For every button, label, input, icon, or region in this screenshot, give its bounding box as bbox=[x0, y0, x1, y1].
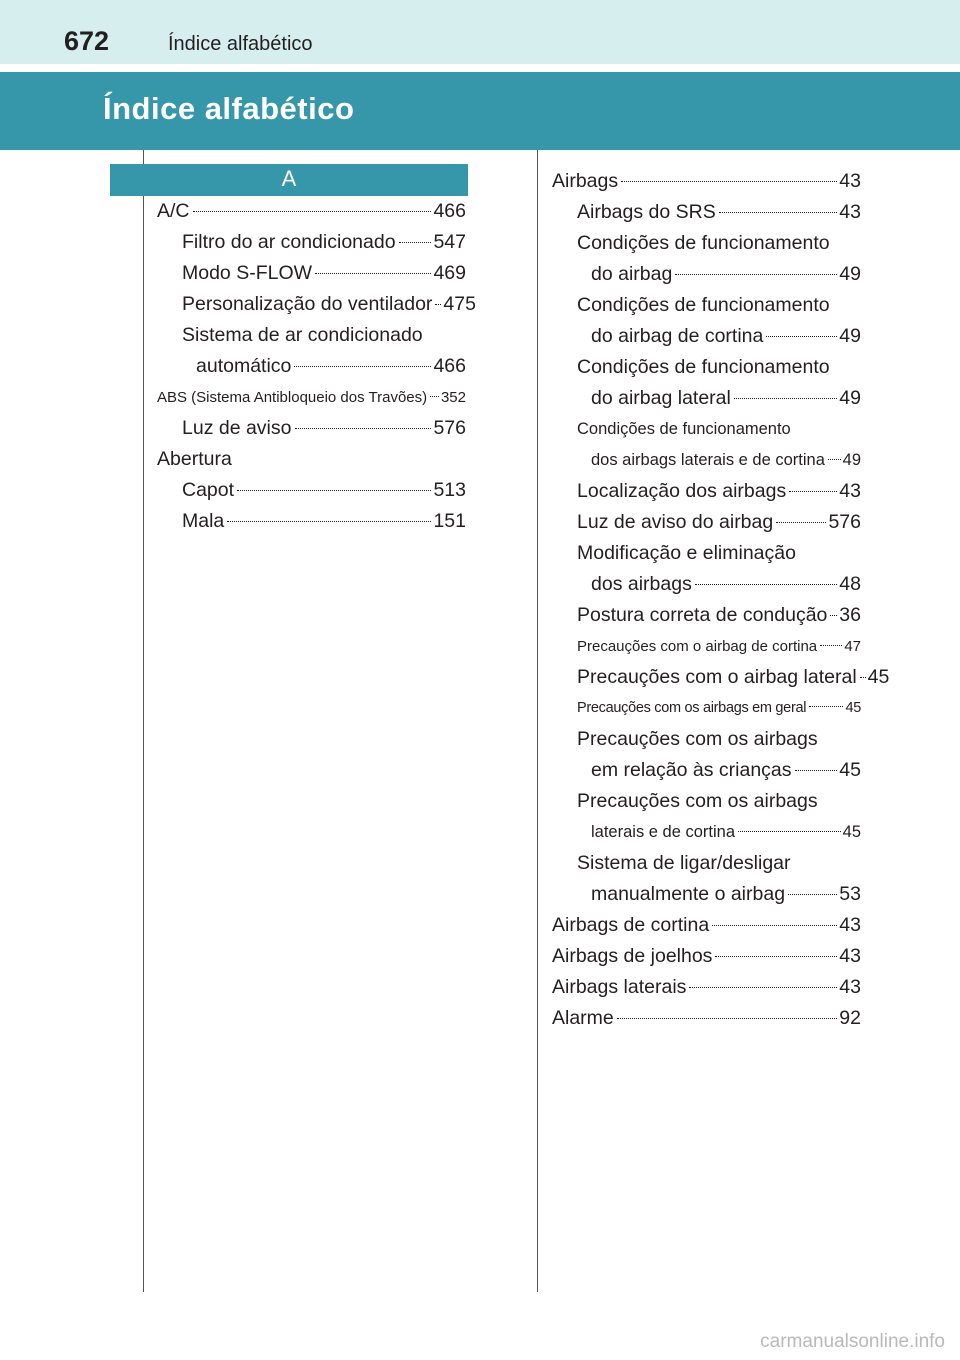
dot-leader bbox=[719, 212, 838, 213]
index-entry-page: 43 bbox=[839, 170, 861, 192]
index-entry bbox=[157, 475, 466, 506]
dot-leader bbox=[227, 521, 431, 522]
index-entry-text: Condições de funcionamento bbox=[577, 420, 791, 438]
index-entry bbox=[157, 444, 466, 475]
index-entry-page: 466 bbox=[433, 355, 466, 377]
dot-leader bbox=[795, 770, 838, 771]
index-entry bbox=[157, 196, 466, 227]
index-entry bbox=[157, 506, 466, 537]
index-entry-page: 466 bbox=[433, 200, 466, 222]
index-entry bbox=[552, 631, 861, 662]
index-entry-text: ABS (Sistema Antibloqueio dos Travões) bbox=[157, 389, 428, 406]
index-entry bbox=[552, 569, 861, 600]
dot-leader bbox=[830, 615, 837, 616]
index-entry-text: Capot bbox=[182, 479, 235, 501]
index-entry bbox=[157, 320, 466, 351]
index-entry bbox=[552, 445, 861, 476]
title-banner bbox=[0, 72, 960, 150]
dot-leader bbox=[776, 522, 826, 523]
index-entry-text: Precauções com o airbag de cortina bbox=[577, 638, 818, 655]
index-entry bbox=[552, 321, 861, 352]
index-entry-page: 48 bbox=[839, 573, 861, 595]
index-entry-text: Abertura bbox=[157, 448, 232, 470]
index-entry bbox=[552, 476, 861, 507]
index-entry bbox=[552, 724, 861, 755]
index-entry-text: Airbags laterais bbox=[552, 976, 687, 998]
index-entry-text: A/C bbox=[157, 200, 190, 222]
index-entry-page: 547 bbox=[433, 231, 466, 253]
index-entry-text: Condições de funcionamento bbox=[577, 232, 830, 254]
index-entry-page: 45 bbox=[867, 666, 890, 688]
dot-leader bbox=[315, 273, 431, 274]
index-entry bbox=[552, 879, 861, 910]
index-entry bbox=[552, 290, 861, 321]
dot-leader bbox=[621, 181, 837, 182]
index-entry bbox=[552, 972, 861, 1003]
index-entry-text: do airbag de cortina bbox=[591, 325, 764, 347]
index-entry bbox=[552, 662, 890, 693]
index-entry bbox=[157, 413, 466, 444]
index-entry-text: Condições de funcionamento bbox=[577, 294, 830, 316]
page-title: Índice alfabético bbox=[103, 91, 355, 126]
index-entry-page: 576 bbox=[433, 417, 466, 439]
index-entry bbox=[552, 166, 861, 197]
dot-leader bbox=[399, 242, 432, 243]
index-entry-text: dos airbags laterais e de cortina bbox=[591, 451, 825, 469]
index-entry-text: Airbags do SRS bbox=[577, 201, 716, 223]
index-entry-page: 45 bbox=[839, 759, 861, 781]
index-entry-text: Airbags bbox=[552, 170, 619, 192]
index-entry-page: 47 bbox=[844, 638, 861, 655]
index-entry-page: 45 bbox=[845, 700, 861, 716]
index-entry-page: 43 bbox=[839, 945, 861, 967]
index-entry-text: automático bbox=[196, 355, 292, 377]
index-entry bbox=[552, 817, 861, 848]
index-entry-text: Personalização do ventilador bbox=[182, 293, 433, 315]
dot-leader bbox=[193, 211, 432, 212]
index-entry bbox=[157, 351, 466, 382]
index-entry-page: 49 bbox=[839, 387, 861, 409]
dot-leader bbox=[294, 366, 431, 367]
index-entry bbox=[552, 383, 861, 414]
index-entry-text: dos airbags bbox=[591, 573, 692, 595]
index-entry-page: 45 bbox=[842, 823, 861, 841]
dot-leader bbox=[712, 925, 837, 926]
dot-leader bbox=[430, 396, 439, 397]
index-entry-page: 151 bbox=[433, 510, 466, 532]
index-entry bbox=[552, 941, 861, 972]
index-entry bbox=[552, 352, 861, 383]
dot-leader bbox=[675, 274, 837, 275]
dot-leader bbox=[734, 398, 837, 399]
index-entry bbox=[552, 259, 861, 290]
dot-leader bbox=[860, 677, 866, 678]
index-entry-page: 92 bbox=[839, 1007, 861, 1029]
dot-leader bbox=[689, 987, 837, 988]
index-entry-text: Precauções com o airbag lateral bbox=[577, 666, 857, 688]
index-entry bbox=[552, 1003, 861, 1034]
index-entry-page: 49 bbox=[842, 451, 861, 469]
dot-leader bbox=[788, 894, 837, 895]
index-entry-text: Sistema de ligar/desligar bbox=[577, 852, 791, 874]
index-entry bbox=[552, 414, 861, 445]
right-column-rule bbox=[537, 150, 538, 1292]
index-entry-text: em relação às crianças bbox=[591, 759, 792, 781]
index-entry bbox=[552, 538, 861, 569]
dot-leader bbox=[695, 584, 837, 585]
index-entry-text: Localização dos airbags bbox=[577, 480, 787, 502]
index-entry-page: 43 bbox=[839, 914, 861, 936]
page-number: 672 bbox=[64, 26, 110, 56]
index-entry-page: 513 bbox=[433, 479, 466, 501]
index-entry bbox=[552, 755, 861, 786]
dot-leader bbox=[820, 645, 842, 646]
index-entry-text: Precauções com os airbags em geral bbox=[577, 700, 807, 716]
dot-leader bbox=[237, 490, 431, 491]
index-entry-page: 36 bbox=[839, 604, 861, 626]
index-entry-text: manualmente o airbag bbox=[591, 883, 786, 905]
index-entry-page: 53 bbox=[839, 883, 861, 905]
index-entry-text: Luz de aviso bbox=[182, 417, 292, 439]
index-entry-page: 49 bbox=[839, 325, 861, 347]
index-entry-text: Postura correta de condução bbox=[577, 604, 828, 626]
index-entry-text: do airbag bbox=[591, 263, 673, 285]
index-entry bbox=[157, 382, 466, 413]
index-entry bbox=[552, 197, 861, 228]
dot-leader bbox=[809, 706, 843, 707]
dot-leader bbox=[435, 304, 441, 305]
index-entry-page: 49 bbox=[839, 263, 861, 285]
index-entry-text: Modo S-FLOW bbox=[182, 262, 313, 284]
dot-leader bbox=[617, 1018, 838, 1019]
dot-leader bbox=[738, 831, 841, 832]
dot-leader bbox=[295, 428, 432, 429]
index-entry-text: Precauções com os airbags bbox=[577, 790, 818, 812]
running-title: Índice alfabético bbox=[168, 33, 313, 55]
index-entry bbox=[157, 258, 466, 289]
watermark: carmanualsonline.info bbox=[760, 1331, 945, 1352]
index-entry bbox=[552, 786, 861, 817]
index-entry-page: 352 bbox=[440, 389, 466, 406]
index-entry-text: Luz de aviso do airbag bbox=[577, 511, 774, 533]
index-entry-text: Mala bbox=[182, 510, 225, 532]
index-entry-page: 43 bbox=[839, 201, 861, 223]
section-letter-header: A bbox=[110, 164, 468, 196]
index-entry-text: Alarme bbox=[552, 1007, 614, 1029]
index-entry bbox=[552, 600, 861, 631]
index-entry-text: Condições de funcionamento bbox=[577, 356, 830, 378]
index-left-column bbox=[157, 196, 476, 537]
index-entry-page: 469 bbox=[433, 262, 466, 284]
index-entry-text: do airbag lateral bbox=[591, 387, 731, 409]
index-entry-text: Sistema de ar condicionado bbox=[182, 324, 423, 346]
index-entry-text: Precauções com os airbags bbox=[577, 728, 818, 750]
index-entry-text: Airbags de joelhos bbox=[552, 945, 713, 967]
dot-leader bbox=[715, 956, 837, 957]
dot-leader bbox=[789, 491, 837, 492]
index-entry-page: 43 bbox=[839, 976, 861, 998]
index-entry bbox=[157, 227, 466, 258]
running-header-bar bbox=[0, 0, 960, 64]
index-entry bbox=[552, 507, 861, 538]
index-entry-page: 475 bbox=[443, 293, 476, 315]
index-entry-text: Filtro do ar condicionado bbox=[182, 231, 396, 253]
index-entry-text: Modificação e eliminação bbox=[577, 542, 796, 564]
left-column-rule bbox=[143, 150, 144, 1292]
index-entry bbox=[157, 289, 476, 320]
dot-leader bbox=[828, 459, 841, 460]
index-entry-page: 576 bbox=[828, 511, 861, 533]
index-entry-page: 43 bbox=[839, 480, 861, 502]
index-entry bbox=[552, 848, 861, 879]
index-entry bbox=[552, 910, 861, 941]
index-entry bbox=[552, 693, 861, 724]
index-entry-text: laterais e de cortina bbox=[591, 823, 735, 841]
index-entry bbox=[552, 228, 861, 259]
dot-leader bbox=[766, 336, 837, 337]
index-entry-text: Airbags de cortina bbox=[552, 914, 710, 936]
index-right-column bbox=[552, 166, 890, 1034]
